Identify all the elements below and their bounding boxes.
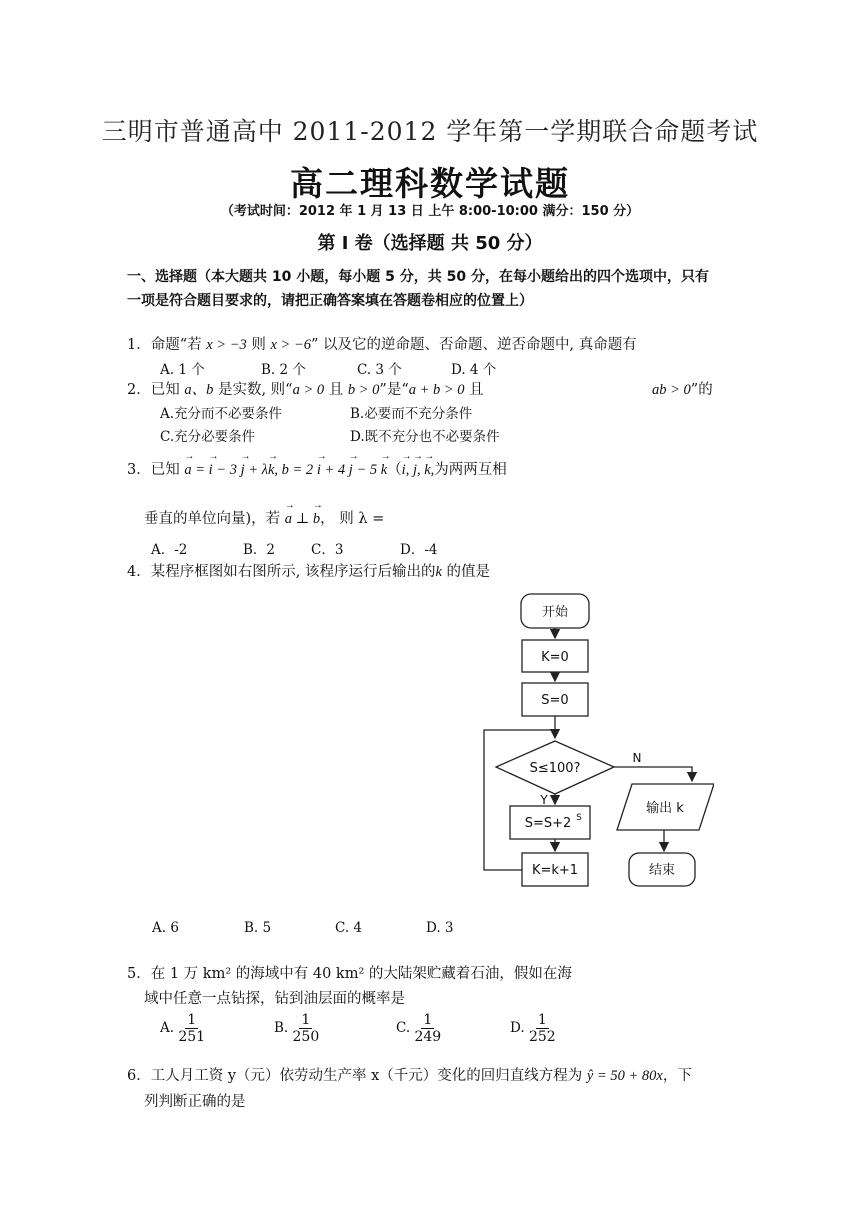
q3-line2 — [144, 507, 384, 528]
question-4 — [127, 560, 490, 581]
q1-prefix: 1．命题“若 — [127, 337, 207, 353]
question-5-line2: 域中任意一点钻探，钻到油层面的概率是 — [144, 991, 405, 1007]
flow-output-label: 输出 k — [646, 801, 684, 816]
q2-tail — [652, 378, 713, 399]
q1-option-b: B. 2 个 — [261, 362, 306, 378]
program-flowchart — [474, 586, 714, 906]
q3-option-b: B．2 — [243, 542, 276, 558]
q2-option-c: C.充分必要条件 — [160, 429, 256, 445]
q2-prefix: 2．已知 — [127, 382, 185, 398]
q2-text-3: ”是“ — [379, 382, 409, 398]
flow-condition-label: S≤100? — [529, 761, 581, 776]
q1-option-c: C. 3 个 — [357, 362, 402, 378]
q3-perp: → a ⊥ → b — [285, 511, 320, 527]
q3-option-a: A．-2 — [151, 542, 188, 558]
page-title: 高二理科数学试题 — [290, 164, 570, 203]
q5-option-b-den: 250 — [292, 1029, 320, 1045]
q5-option-d-label: D. — [510, 1020, 525, 1036]
q5-option-b-num: 1 — [301, 1012, 311, 1028]
exam-info: （考试时间：2012 年 1 月 13 日 上午 8:00-10:00 满分：150 分） — [220, 204, 640, 219]
q5-option-a — [160, 1012, 205, 1045]
q2-condition-2: b > 0 — [347, 382, 380, 398]
flow-s-init-label: S=0 — [541, 693, 569, 708]
q1-option-a: A. 1 个 — [160, 362, 205, 378]
q1-option-d: D. 4 个 — [451, 362, 497, 378]
question-3: 3．已知 → a = → i − 3 → j + λ→ k, b = 2 → i + 4 → j − 5 → k（→ i, → j, → k,为两两互相 — [127, 458, 507, 479]
q5-option-b-label: B. — [274, 1020, 289, 1036]
flow-yes-label: Y — [540, 793, 548, 807]
section-instructions-line1: 一、选择题（本大题共 10 小题，每小题 5 分，共 50 分，在每小题给出的四个选项中，只有 — [127, 269, 709, 285]
q4-suffix: 的值是 — [441, 564, 490, 580]
q5-option-a-den: 251 — [178, 1029, 206, 1045]
q2-condition-1: a > 0 — [292, 382, 325, 398]
q2-option-a: A.充分而不必要条件 — [160, 406, 283, 422]
q5-option-c-den: 249 — [414, 1029, 442, 1045]
q5-option-b — [274, 1012, 319, 1045]
q3-unit-vectors: → i, → j, → k, — [402, 462, 435, 478]
q4-option-b: B. 5 — [244, 920, 272, 936]
q5-option-d — [510, 1012, 556, 1045]
q1-suffix: ” 以及它的逆命题、否命题、逆否命题中, 真命题有 — [311, 337, 637, 353]
q1-mid: 则 — [246, 337, 271, 353]
q2-ab: a、b — [184, 382, 214, 398]
flow-end-label: 结束 — [648, 863, 676, 878]
part-title: 第 Ⅰ 卷（选择题 共 50 分） — [317, 233, 543, 254]
section-instructions-line2: 一项是符合题目要求的，请把正确答案填在答题卷相应的位置上） — [127, 293, 533, 309]
q6-equation: ŷ = 50 + 80x — [586, 1068, 663, 1084]
q5-option-c — [396, 1012, 441, 1045]
q6-tail: ，下 — [662, 1068, 692, 1084]
q3-option-c: C．3 — [311, 542, 344, 558]
flow-start-label: 开始 — [541, 605, 569, 620]
q2-option-b: B.必要而不充分条件 — [350, 406, 473, 422]
q4-option-c: C. 4 — [335, 920, 363, 936]
q2-option-d: D.既不充分也不必要条件 — [350, 429, 500, 445]
q5-option-a-num: 1 — [187, 1012, 197, 1028]
flow-k-init-label: K=0 — [541, 650, 569, 665]
flow-no-label: N — [632, 751, 642, 765]
question-6-line2: 列判断正确的是 — [144, 1094, 246, 1110]
q2-text-4: 且 — [464, 382, 484, 398]
q3-then: ， 则 λ = — [320, 511, 385, 527]
q5-option-c-num: 1 — [423, 1012, 433, 1028]
q5-option-a-label: A. — [160, 1020, 175, 1036]
q4-option-d: D. 3 — [426, 920, 454, 936]
q4-text: 4．某程序框图如右图所示, 该程序运行后输出的 — [127, 564, 436, 580]
q1-condition-2: x > −6 — [270, 337, 311, 353]
q5-option-c-label: C. — [396, 1020, 411, 1036]
q2-condition-4: ab > 0 — [652, 382, 691, 398]
q2-text-5: ”的 — [690, 382, 713, 398]
q4-var: k — [435, 564, 442, 580]
q6-line1: 6．工人月工资 y（元）依劳动生产率 x（千元）变化的回归直线方程为 — [127, 1068, 583, 1084]
q3-number: 3．已知 — [127, 462, 185, 478]
q2-text-1: 是实数, 则“ — [213, 382, 293, 398]
question-1 — [127, 333, 637, 354]
flow-k-update-label: K=k+1 — [531, 863, 579, 878]
flow-s-update-label: S=S+2 — [524, 816, 572, 831]
q3-line2-text: 垂直的单位向量)，若 — [144, 511, 281, 527]
q4-option-a: A. 6 — [152, 920, 179, 936]
question-2 — [127, 378, 484, 399]
q5-option-d-den: 252 — [528, 1029, 556, 1045]
q3-vector-equation: → a = → i − 3 → j + λ→ k, b = 2 → i + 4 → j − 5 → k — [184, 462, 387, 478]
question-5-line1: 5．在 1 万 km² 的海域中有 40 km² 的大陆架贮藏着石油，假如在海 — [127, 966, 572, 982]
q1-condition-1: x > −3 — [206, 337, 247, 353]
q5-option-d-num: 1 — [537, 1012, 547, 1028]
question-6 — [127, 1064, 692, 1085]
q3-option-d: D．-4 — [400, 542, 438, 558]
q2-text-2: 且 — [324, 382, 348, 398]
exam-name: 三明市普通高中 2011-2012 学年第一学期联合命题考试 — [101, 117, 759, 146]
flow-s-update-sup: S — [576, 813, 582, 823]
q2-condition-3: a + b > 0 — [408, 382, 465, 398]
